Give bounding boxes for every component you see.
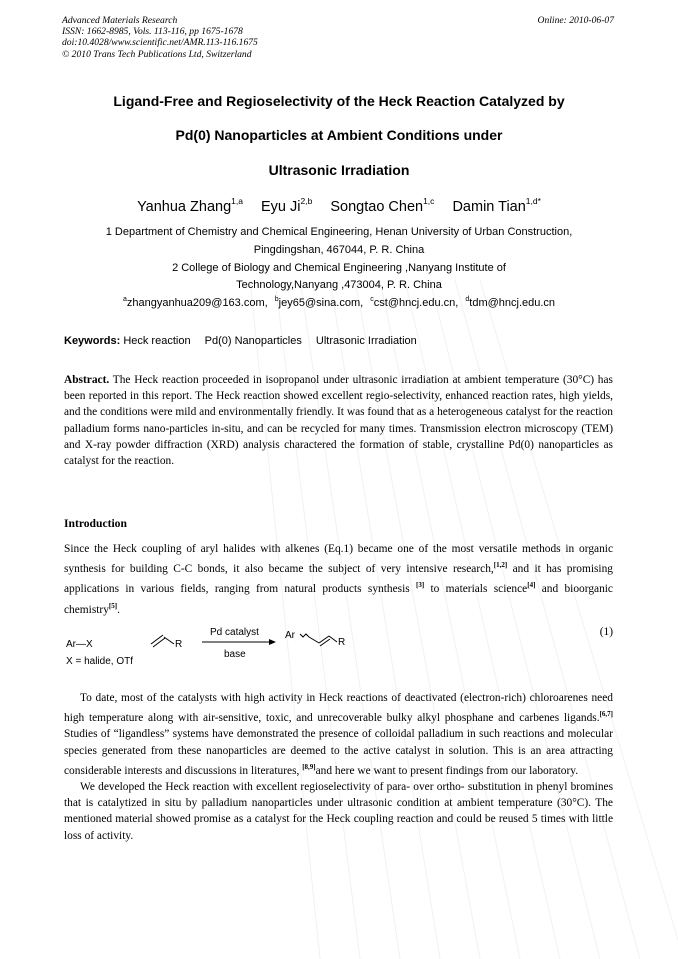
author-list: [0, 196, 678, 215]
journal-header: [62, 15, 258, 60]
paper-title-line-3: Ultrasonic Irradiation: [268, 162, 410, 178]
citation[interactable]: [3]: [415, 581, 425, 590]
citation[interactable]: [4]: [527, 581, 536, 590]
journal-name: Advanced Materials Research: [62, 15, 178, 26]
alkene-substituent: R: [175, 639, 183, 650]
author: Eyu Ji$^{2,b}$: [261, 196, 313, 215]
abstract: [64, 372, 613, 469]
citation[interactable]: [5]: [108, 601, 118, 610]
keyword: Ultrasonic Irradiation: [315, 335, 417, 347]
issn-line: ISSN: 1662-8985, Vols. 113-116, pp 1675-1678: [62, 26, 243, 38]
halide-note: X = halide, OTf: [66, 656, 133, 667]
reactant-aryl-halide: Ar—X: [66, 639, 93, 650]
affiliation-line: 1 Department of Chemistry and Chemical Engineering, Henan University of Urban Construction,: [105, 226, 573, 238]
keyword: Heck reaction: [123, 335, 191, 347]
abstract-label: Abstract.: [64, 374, 110, 386]
citation[interactable]: [8,9]: [302, 762, 316, 771]
product-aryl: Ar: [285, 630, 295, 641]
keywords-label: Keywords:: [64, 335, 121, 347]
online-date: Online: 2010-06-07: [537, 15, 614, 26]
paper-title-line-1: Ligand-Free and Regioselectivity of the Heck Reaction Catalyzed by: [113, 93, 565, 109]
email-link[interactable]: $^a$zhangyanhua209@163.com,: [122, 296, 268, 309]
email-link[interactable]: $^c$cst@hncj.edu.cn,: [370, 296, 459, 309]
scheme-drawing: [64, 622, 524, 670]
paper-title-line-2: Pd(0) Nanoparticles at Ambient Conditions under: [175, 127, 503, 143]
citation[interactable]: [1,2]: [493, 561, 508, 570]
alkene-structure: [151, 635, 174, 647]
affiliation-line: Pingdingshan, 467044, P. R. China: [253, 244, 425, 256]
equation-number: (1): [599, 626, 613, 638]
product-substituent: R: [338, 637, 346, 648]
affiliation-line: 2 College of Biology and Chemical Engineering ,Nanyang Institute of: [172, 262, 506, 274]
email-link[interactable]: $^d$tdm@hncj.edu.cn: [465, 296, 556, 309]
email-link[interactable]: $^b$jey65@sina.com,: [274, 296, 364, 309]
keywords-line: [64, 335, 428, 347]
intro-paragraph-2: To date, most of the catalysts with high activity in Heck reactions of deactivated (electron-rich) chloroarenes need high temperature along with air-sensitive, toxic, and unrecoverable bulky alkyl phosphane and carbenes ligands.[6,7] Studies of “ligandless” systems have demonstrated the presence of colloidal palladium in such reactions and molecular species generated from these nanoparticles are deemed to the active catalyst in solution. This is an area attracting considerable interests and discussions in literatures, [8,9]and here we want to present findings from our laboratory. We developed the Heck reaction with excellent regioselectivity of para- over ortho- substitution in phenyl bromines that is catalytized in situ by palladium nanoparticles under ultrasonic condition at ambient temperature (30°C). The mentioned material showed promise as a catalyst for the Heck coupling reaction and could be reused 5 times with little loss of activity.: [64, 690, 613, 844]
catalyst-label: Pd catalyst: [210, 627, 259, 638]
doi-line: doi:10.4028/www.scientific.net/AMR.113-116.1675: [62, 37, 258, 49]
reaction-arrow: [202, 639, 276, 645]
copyright-line: © 2010 Trans Tech Publications Ltd, Switzerland: [62, 48, 252, 60]
product-structure: [300, 634, 337, 646]
intro-paragraph-1: Since the Heck coupling of aryl halides with alkenes (Eq.1) became one of the most versatile methods in organic synthesis for building C-C bonds, it also became the subject of very intensive research,[1,2] and it has promising applications in various fields, ranging from natural products synthesis [3] to materials science[4] and bioorganic chemistry[5].: [64, 543, 613, 616]
affiliation-line: Technology,Nanyang ,473004, P. R. China: [236, 279, 442, 291]
author: Yanhua Zhang$^{1,a}$: [137, 196, 243, 215]
author: Songtao Chen$^{1,c}$: [330, 196, 435, 215]
keyword: Pd(0) Nanoparticles: [204, 335, 302, 347]
author-emails: [40, 296, 638, 309]
abstract-text: The Heck reaction proceeded in isopropanol under ultrasonic irradiation at ambient temperature (30°C) has been reported in this report. The Heck reaction showed excellent regio-selectivity, enhanced reaction rates, high yields, and the conditions were mild and environmentally friendly. It was found that as a heterogeneous catalyst for the reaction palladium forms nano-particles in-situ, and can be recycled for many times. Transmission electron microscopy (TEM) and X-ray powder diffraction (XRD) analysis charactered the formation of stable, crystalline Pd(0) nanoparticles as catalyst for the reaction.: [64, 374, 613, 468]
section-heading-introduction: Introduction: [64, 517, 127, 530]
intro-paragraph-3: We developed the Heck reaction with excellent regioselectivity of para- over ortho- substitution in phenyl bromines that is catalytized in situ by palladium nanoparticles under ultrasonic condition at ambient temperature (30°C). The mentioned material showed promise as a catalyst for the Heck coupling reaction and could be reused 5 times with little loss of activity.: [64, 781, 613, 842]
base-label: base: [224, 649, 246, 660]
heck-reaction-scheme: [64, 622, 613, 670]
citation[interactable]: [6,7]: [599, 710, 613, 719]
author: Damin Tian$^{1,d*}$: [452, 196, 541, 215]
